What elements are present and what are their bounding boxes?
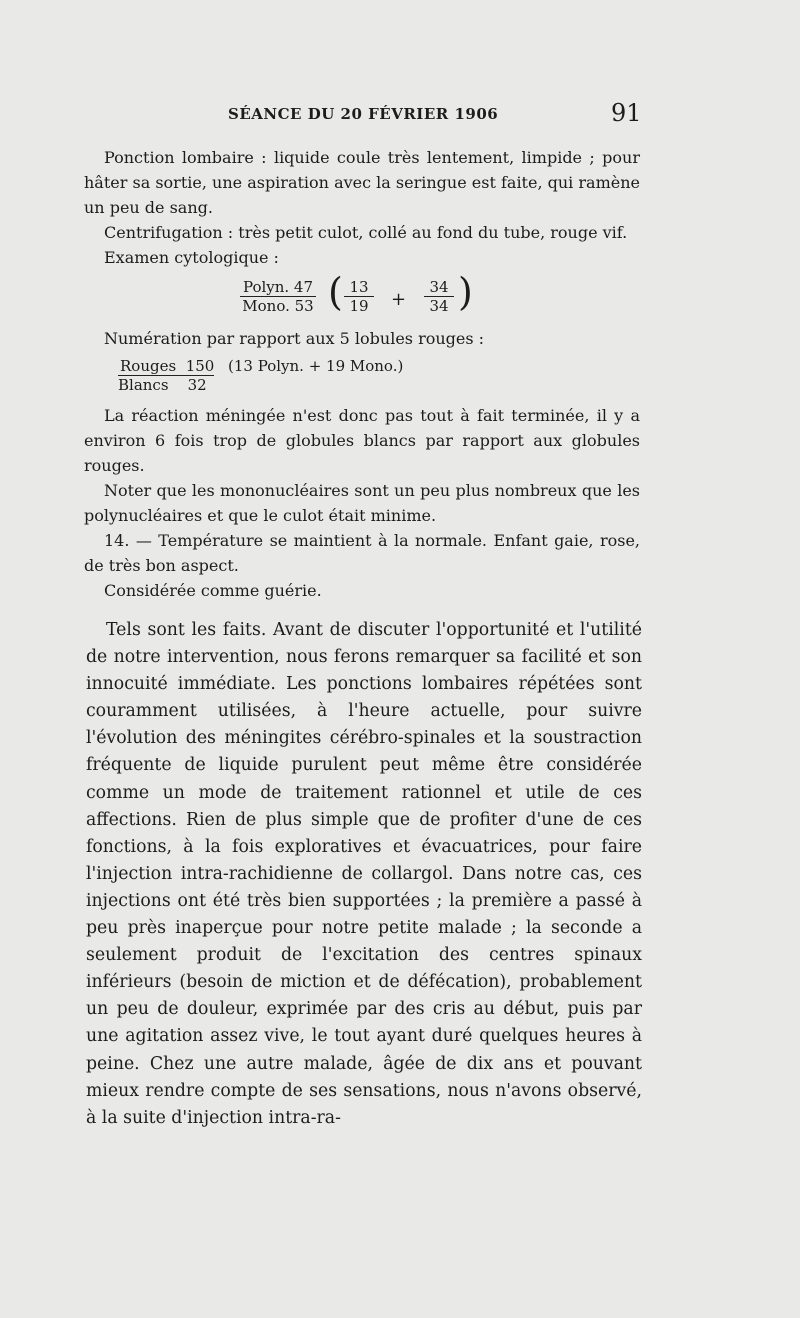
count-ratio xyxy=(84,351,640,403)
header-title: SÉANCE DU 20 FÉVRIER 1906 xyxy=(228,105,499,123)
polyn-mono-fraction xyxy=(240,278,316,315)
fraction-denominator: Mono. 53 xyxy=(242,297,314,315)
paragraph-day-14: 14. — Température se maintient à la normale. Enfant gaie, rose, de très bon aspect. xyxy=(84,531,640,575)
fraction-numerator: Rouges 150 xyxy=(120,357,215,375)
rouges-blancs-fraction xyxy=(118,357,214,394)
fraction-34-34 xyxy=(424,278,454,315)
discussion-text xyxy=(86,617,642,1132)
fraction-13-19 xyxy=(344,278,374,315)
paragraph-ponction: Ponction lombaire : liquide coule très lentement, limpide ; pour hâter sa sortie, une aspiration avec la seringue est faite, qui ramène un peu de sang. xyxy=(84,148,640,217)
paragraph-centrifugation: Centrifugation : très petit culot, collé au fond du tube, rouge vif. xyxy=(104,223,628,242)
paragraph-reaction: La réaction méningée n'est donc pas tout à fait terminée, il y a environ 6 fois trop de globules blancs par rapport aux globules rouges. xyxy=(84,406,640,475)
fraction-denominator: Blancs 32 xyxy=(118,376,207,394)
fraction-numerator: 34 xyxy=(424,278,454,297)
paragraph-noter: Noter que les mononucléaires sont un peu plus nombreux que les polynucléaires et que le culot était minime. xyxy=(84,481,640,525)
fraction-numerator: 13 xyxy=(344,278,374,297)
case-notes xyxy=(84,145,640,603)
fraction-denominator: 19 xyxy=(349,297,369,315)
paragraph-guerie: Considérée comme guérie. xyxy=(104,581,322,600)
fraction-denominator: 34 xyxy=(429,297,449,315)
fraction-numerator: Polyn. 47 xyxy=(240,278,316,297)
cytology-formula xyxy=(84,270,640,326)
plus-sign: + xyxy=(391,289,407,310)
paragraph-examen: Examen cytologique : xyxy=(104,248,279,267)
open-paren: ( xyxy=(328,270,343,314)
paragraph-numeration: Numération par rapport aux 5 lobules rouges : xyxy=(104,329,485,348)
page-number: 91 xyxy=(611,99,642,127)
count-note: (13 Polyn. + 19 Mono.) xyxy=(228,357,404,375)
close-paren: ) xyxy=(458,270,473,314)
running-header xyxy=(0,99,800,131)
paragraph-discussion: Tels sont les faits. Avant de discuter l'opportunité et l'utilité de notre intervention, nous ferons remarquer sa facilité et son innocuité immédiate. Les ponctions lombaires répétées sont couramment utilisées, à l'heure actuelle, pour suivre l'évolution des méningites cérébro-spinales et la soustraction fréquente de liquide purulent peut même être considérée comme un mode de traitement rationnel et utile de ces affections. Rien de plus simple que de profiter d'une de ces fonctions, à la fois exploratives et évacuatrices, pour faire l'injection intra-rachidienne de collargol. Dans notre cas, ces injections ont été très bien supportées ; la première a passé à peu près inaperçue pour notre petite malade ; la seconde a seulement produit de l'excitation des centres spinaux inférieurs (besoin de miction et de défécation), probablement un peu de douleur, exprimée par des cris au début, puis par une agitation assez vive, le tout ayant duré quelques heures à peine. Chez une autre malade, âgée de dix ans et pouvant mieux rendre compte de ses sensations, nous n'avons observé, à la suite d'injection intra-ra- xyxy=(86,620,642,1128)
